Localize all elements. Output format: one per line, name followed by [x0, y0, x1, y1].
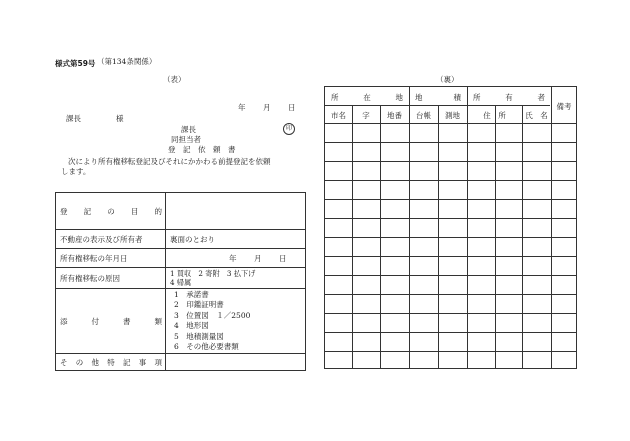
- other-char: そ: [60, 357, 68, 367]
- header-remarks: 備考: [556, 102, 572, 111]
- header-char: 地: [395, 93, 403, 102]
- purpose-char: 登: [60, 206, 68, 216]
- grid-line: [325, 351, 576, 352]
- grid-line: [325, 161, 576, 162]
- header-area: [409, 92, 467, 103]
- attachments-char: 添: [60, 316, 68, 326]
- property-label: 不動産の表示及び所有者: [56, 230, 166, 248]
- grid-line: [325, 256, 576, 257]
- property-value[interactable]: 裏面のとおり: [170, 234, 215, 244]
- front-label: （表）: [163, 75, 186, 84]
- attachment-item: 4 地形図: [174, 321, 209, 330]
- back-label: （裏）: [436, 75, 459, 84]
- grid-line: [325, 142, 576, 143]
- header-char: 地: [415, 93, 423, 102]
- col-city: 市名: [331, 111, 346, 120]
- grid-line: [325, 332, 576, 333]
- cause-value[interactable]: [166, 268, 305, 288]
- other-char: 記: [123, 357, 131, 367]
- purpose-char: 目: [130, 206, 139, 216]
- attachment-item: 5 地積測量図: [174, 331, 224, 341]
- date-year: 年: [238, 103, 246, 112]
- other-char: の: [75, 357, 84, 367]
- other-char: 他: [91, 357, 99, 367]
- row-attachments: [56, 288, 305, 353]
- form-basis: （第134条関係）: [97, 57, 157, 66]
- header-location: [325, 92, 409, 103]
- attachments-label: [56, 289, 166, 353]
- registration-table: [55, 192, 306, 371]
- other-label: [56, 354, 166, 370]
- transfer-month: 月: [254, 253, 262, 263]
- header-char: 所: [473, 93, 481, 102]
- header-char: 所: [331, 93, 339, 102]
- col-lot: 地番: [387, 111, 402, 120]
- purpose-value[interactable]: [166, 193, 305, 229]
- col-address: 住 所: [483, 111, 506, 120]
- row-transfer-date: [56, 248, 305, 267]
- purpose-char: 的: [154, 206, 162, 216]
- grid-line: [325, 123, 576, 124]
- col-register: 台帳: [416, 111, 431, 120]
- attachment-item: 3 位置図 １／2500: [174, 310, 251, 320]
- grid-line: [551, 87, 552, 368]
- grid-line: [325, 237, 576, 238]
- row-cause: [56, 267, 305, 288]
- col-survey: 測地: [445, 111, 460, 120]
- request-body-line1: 次により所有権移転登記及びそれにかかわる前提登記を依頼: [68, 157, 271, 166]
- attachment-item: 6 その他必要書類: [174, 342, 239, 351]
- attachments-list: [166, 289, 305, 353]
- from-title: 課長: [181, 125, 196, 134]
- row-property: [56, 229, 305, 248]
- date-month: 月: [263, 103, 271, 112]
- addressee-title: 課長: [66, 114, 81, 123]
- transfer-date-value[interactable]: [166, 249, 305, 267]
- staff-label: 同担当者: [171, 135, 201, 144]
- cause-label: 所有権移転の原因: [56, 268, 166, 288]
- attachments-char: 付: [91, 316, 99, 326]
- cause-line1: 1 買収 2 寄附 3 払下げ: [170, 269, 256, 278]
- attachments-char: 類: [154, 316, 162, 326]
- attachment-item: 2 印鑑証明書: [174, 300, 224, 309]
- purpose-label: [56, 193, 166, 229]
- header-char: 在: [363, 93, 371, 102]
- header-owner: [467, 92, 551, 103]
- attachment-item: 1 承諾書: [174, 289, 209, 299]
- row-purpose: [56, 193, 305, 229]
- grid-line: [325, 199, 576, 200]
- request-heading: 登 記 依 頼 書: [168, 145, 236, 154]
- grid-line: [409, 87, 410, 368]
- grid-line: [325, 275, 576, 276]
- purpose-char: の: [107, 206, 115, 216]
- form-number: 様式第59号: [55, 59, 96, 68]
- addressee-honorific: 様: [116, 114, 124, 123]
- grid-line: [325, 294, 576, 295]
- other-char: 事: [138, 357, 147, 367]
- attachments-char: 書: [123, 316, 131, 326]
- col-name: 氏 名: [525, 111, 548, 120]
- other-char: 項: [154, 357, 162, 367]
- grid-line: [325, 105, 550, 106]
- request-body-line2: します。: [61, 167, 91, 176]
- seal-mark: 印: [283, 123, 295, 135]
- transfer-year: 年: [229, 253, 237, 263]
- header-char: 積: [453, 93, 461, 102]
- cause-line2: 4 帰属: [170, 278, 192, 287]
- other-value[interactable]: [166, 354, 305, 370]
- purpose-char: 記: [83, 206, 92, 216]
- col-aza: 字: [362, 111, 370, 120]
- other-char: 特: [107, 357, 115, 367]
- row-other: [56, 353, 305, 370]
- header-char: 有: [505, 93, 513, 102]
- transfer-day: 日: [279, 253, 287, 263]
- transfer-date-label: 所有権移転の年月日: [56, 249, 166, 267]
- date-day: 日: [288, 103, 296, 112]
- property-list-table: [324, 86, 577, 369]
- header-char: 者: [537, 93, 545, 102]
- grid-line: [325, 218, 576, 219]
- grid-line: [325, 313, 576, 314]
- grid-line: [467, 87, 468, 368]
- grid-line: [325, 180, 576, 181]
